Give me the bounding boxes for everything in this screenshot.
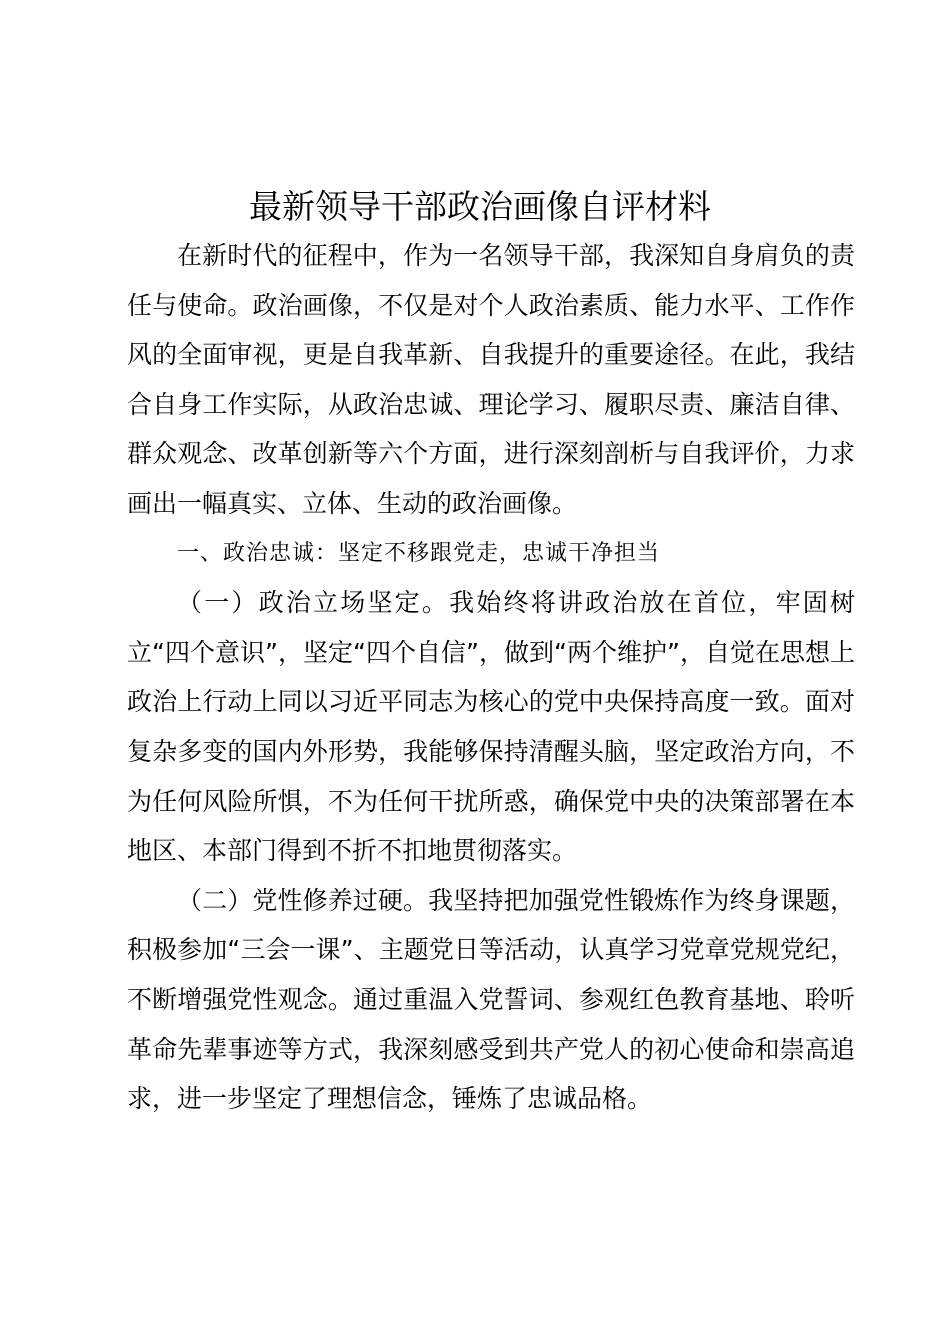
document-body — [127, 231, 855, 1124]
section-1-heading: 一、政治忠诚：坚定不移跟党走，忠诚干净担当 — [177, 540, 661, 566]
section-1-paragraph-2: （二）党性修养过硬。我坚持把加强党性锻炼作为终身课题，积极参加“三会一课”、主题党日等活动，认真学习党章党规党纪，不断增强党性观念。通过重温入党誓词、参观红色教育基地、聆听革命先辈事迹等方式，我深刻感受到共产党人的初心使命和崇高追求，进一步坚定了理想信念，锤炼了忠诚品格。 — [127, 885, 855, 1114]
section-1-paragraph-1: （一）政治立场坚定。我始终将讲政治放在首位，牢固树立“四个意识”，坚定“四个自信”，做到“两个维护”，自觉在思想上政治上行动上同以习近平同志为核心的党中央保持高度一致。面对复杂多变的国内外形势，我能够保持清醒头脑，坚定政治方向，不为任何风险所惧，不为任何干扰所惑，确保党中央的决策部署在本地区、本部门得到不折不扣地贯彻落实。 — [127, 588, 855, 866]
intro-paragraph: 在新时代的征程中，作为一名领导干部，我深知自身肩负的责任与使命。政治画像，不仅是对个人政治素质、能力水平、工作作风的全面审视，更是自我革新、自我提升的重要途径。在此，我结合自身工作实际，从政治忠诚、理论学习、履职尽责、廉洁自律、群众观念、改革创新等六个方面，进行深刻剖析与自我评价，力求画出一幅真实、立体、生动的政治画像。 — [127, 241, 855, 518]
document-title: 最新领导干部政治画像自评材料 — [249, 187, 711, 226]
